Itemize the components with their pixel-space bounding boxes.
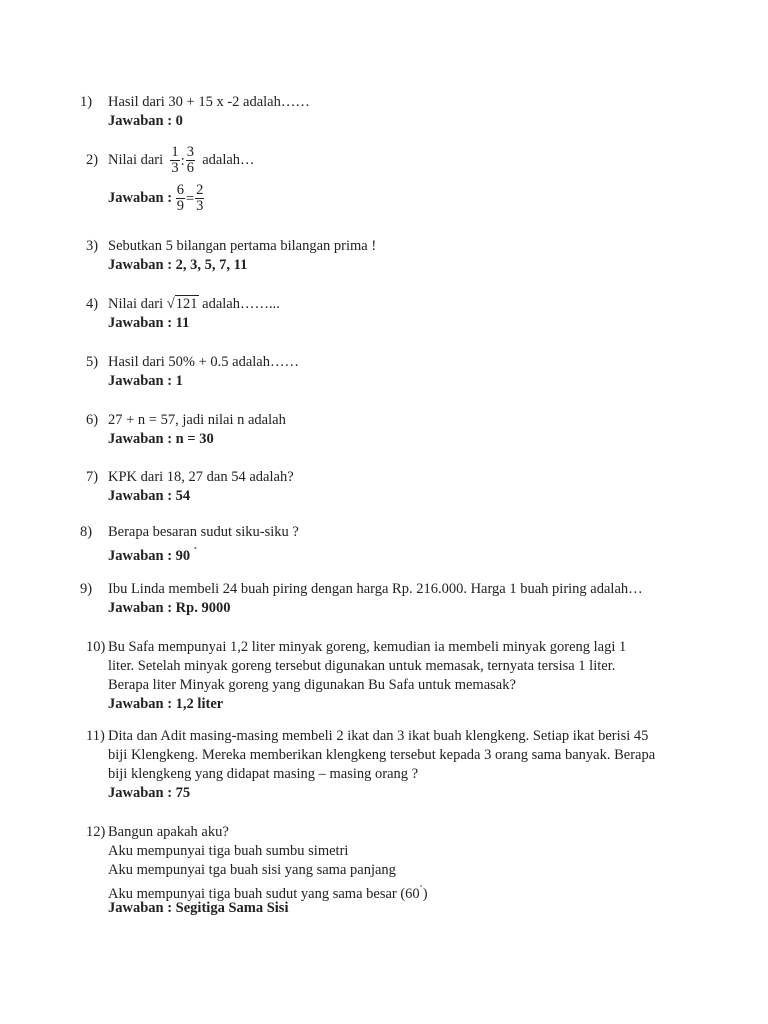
question-prefix: Nilai dari bbox=[108, 296, 164, 312]
fraction-numerator: 3 bbox=[186, 144, 194, 161]
question-text: Hasil dari 30 + 15 x -2 adalah…… bbox=[108, 94, 310, 110]
fraction-numerator: 1 bbox=[171, 144, 179, 161]
fraction-numerator: 6 bbox=[176, 182, 184, 199]
line-suffix: ) bbox=[422, 886, 428, 902]
question-number: 4) bbox=[86, 296, 99, 312]
question-prefix: Nilai dari bbox=[108, 152, 164, 168]
question-text: 27 + n = 57, jadi nilai n adalah bbox=[108, 412, 286, 428]
fraction-denominator: 3 bbox=[171, 160, 179, 177]
division-operator: : bbox=[180, 152, 185, 169]
question-2 bbox=[0, 142, 768, 218]
question-9 bbox=[0, 580, 768, 618]
degree-symbol: ˚ bbox=[419, 884, 423, 894]
question-suffix: adalah……... bbox=[202, 296, 280, 312]
answer-fraction-second bbox=[195, 183, 204, 214]
question-11 bbox=[0, 727, 768, 803]
answer-text: Jawaban : 2, 3, 5, 7, 11 bbox=[108, 257, 248, 273]
question-line: Dita dan Adit masing-masing membeli 2 ikat dan 3 ikat buah klengkeng. Setiap ikat berisi 45 bbox=[108, 728, 649, 744]
answer-text: Jawaban : Rp. 9000 bbox=[108, 600, 231, 616]
question-line: Aku mempunyai tiga buah sumbu simetri bbox=[108, 843, 349, 859]
degree-symbol: ˚ bbox=[193, 546, 197, 556]
question-number: 6) bbox=[86, 412, 99, 428]
question-number: 8) bbox=[80, 524, 93, 540]
question-line: Berapa liter Minyak goreng yang digunakan Bu Safa untuk memasak? bbox=[108, 677, 516, 693]
question-number: 10) bbox=[86, 639, 106, 655]
answer-text: Jawaban : 1 bbox=[108, 373, 183, 389]
radicand: 121 bbox=[175, 296, 198, 312]
question-text: Sebutkan 5 bilangan pertama bilangan prima ! bbox=[108, 238, 377, 254]
fraction-second bbox=[186, 145, 195, 176]
answer-text: Jawaban : 11 bbox=[108, 315, 190, 331]
question-7 bbox=[0, 468, 768, 506]
answer-text: Jawaban : 54 bbox=[108, 488, 191, 504]
question-line: biji klengkeng yang didapat masing – masing orang ? bbox=[108, 766, 419, 782]
question-line: Bu Safa mempunyai 1,2 liter minyak goreng, kemudian ia membeli minyak goreng lagi 1 bbox=[108, 639, 627, 655]
question-5 bbox=[0, 353, 768, 391]
question-1 bbox=[0, 93, 768, 131]
answer-text bbox=[108, 178, 204, 219]
fraction-denominator: 9 bbox=[176, 198, 184, 215]
question-line: Bangun apakah aku? bbox=[108, 824, 229, 840]
equals-operator: = bbox=[185, 190, 195, 207]
fraction-denominator: 3 bbox=[196, 198, 204, 215]
fraction-first bbox=[170, 145, 179, 176]
answer-text: Jawaban : 1,2 liter bbox=[108, 696, 224, 712]
answer-prefix: Jawaban : bbox=[108, 190, 173, 206]
fraction-numerator: 2 bbox=[196, 182, 204, 199]
answer-text: Jawaban : 75 bbox=[108, 785, 191, 801]
question-suffix: adalah… bbox=[202, 152, 255, 168]
question-text: Berapa besaran sudut siku-siku ? bbox=[108, 524, 299, 540]
question-3 bbox=[0, 237, 768, 275]
question-number: 11) bbox=[86, 728, 105, 744]
question-text: Ibu Linda membeli 24 buah piring dengan harga Rp. 216.000. Harga 1 buah piring adalah… bbox=[108, 581, 643, 597]
answer-text bbox=[108, 542, 197, 566]
line-prefix: Aku mempunyai tiga buah sudut yang sama besar (60 bbox=[108, 886, 420, 902]
question-number: 5) bbox=[86, 354, 99, 370]
question-10 bbox=[0, 638, 768, 714]
question-number: 3) bbox=[86, 238, 99, 254]
question-number: 1) bbox=[80, 94, 93, 110]
question-line: biji Klengkeng. Mereka memberikan klengkeng tersebut kepada 3 orang sama banyak. Berapa bbox=[108, 747, 656, 763]
question-text bbox=[108, 295, 280, 314]
answer-text: Jawaban : n = 30 bbox=[108, 431, 214, 447]
question-number: 12) bbox=[86, 824, 106, 840]
question-text: Hasil dari 50% + 0.5 adalah…… bbox=[108, 354, 299, 370]
question-number: 7) bbox=[86, 469, 99, 485]
fraction-denominator: 6 bbox=[186, 160, 194, 177]
answer-fraction-first bbox=[176, 183, 185, 214]
question-number: 9) bbox=[80, 581, 93, 597]
question-6 bbox=[0, 411, 768, 449]
question-text: KPK dari 18, 27 dan 54 adalah? bbox=[108, 469, 294, 485]
question-4 bbox=[0, 295, 768, 333]
question-number: 2) bbox=[86, 152, 99, 168]
answer-text: Jawaban : 0 bbox=[108, 113, 183, 129]
question-line: Aku mempunyai tga buah sisi yang sama panjang bbox=[108, 862, 396, 878]
question-12 bbox=[0, 823, 768, 918]
question-line: liter. Setelah minyak goreng tersebut digunakan untuk memasak, ternyata tersisa 1 liter. bbox=[108, 658, 616, 674]
answer-value: Jawaban : 90 bbox=[108, 548, 191, 564]
answer-text: Jawaban : Segitiga Sama Sisi bbox=[108, 900, 289, 916]
question-text bbox=[108, 142, 255, 179]
square-root: √121 bbox=[166, 296, 198, 312]
question-8 bbox=[0, 523, 768, 564]
